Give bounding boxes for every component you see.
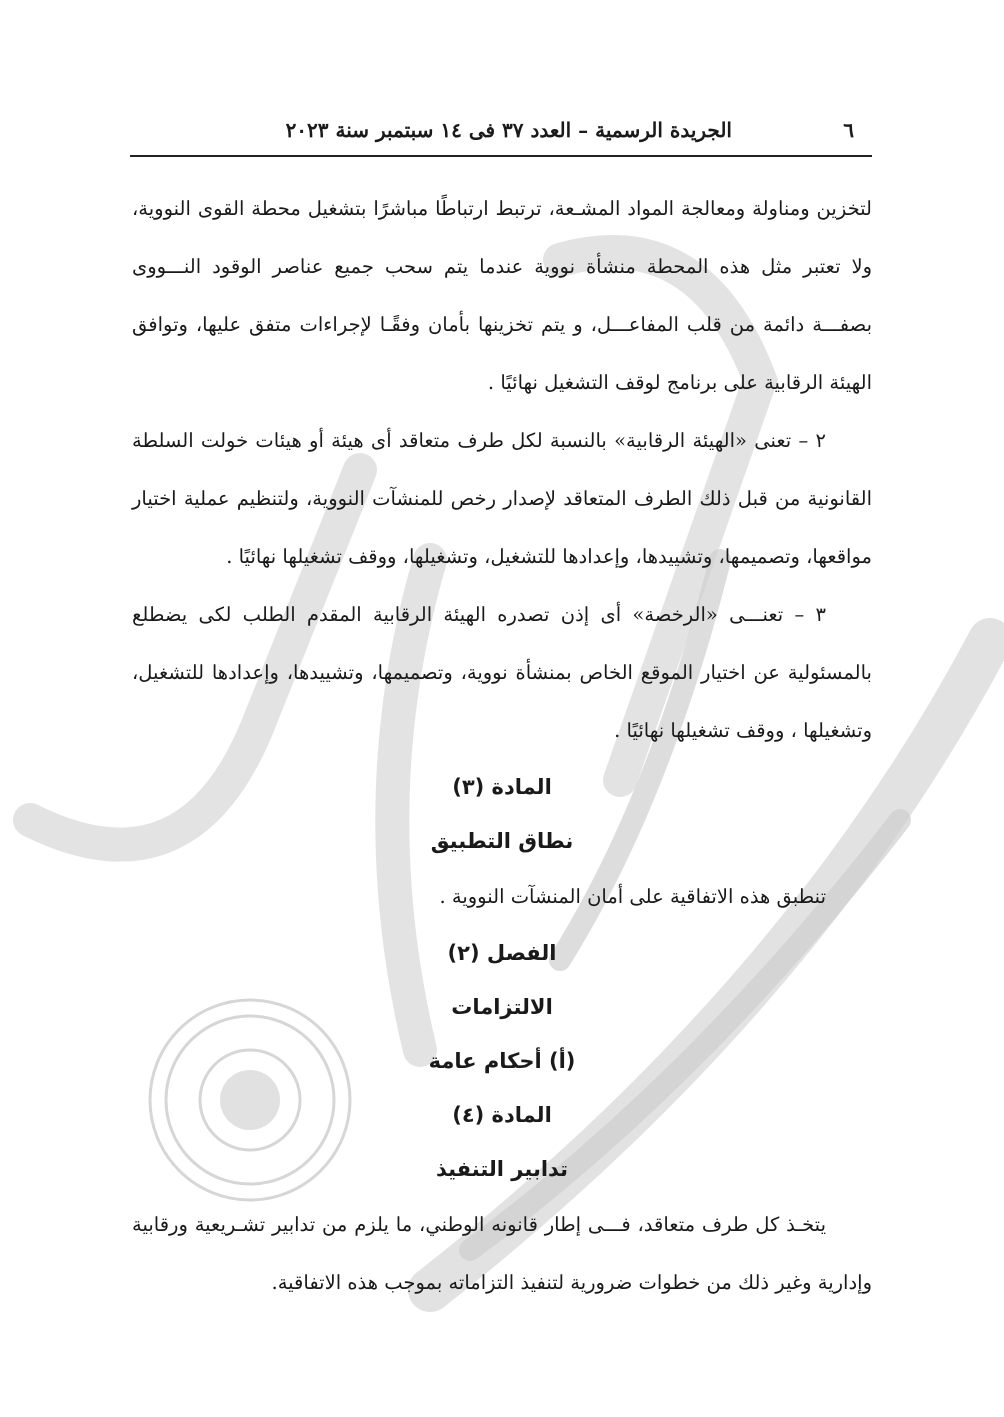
paragraph-scope: تنطبق هذه الاتفاقية على أمان المنشآت النووية . xyxy=(439,885,826,908)
heading-article-4: المادة (٤) xyxy=(452,1103,552,1127)
heading-chapter-2: الفصل (٢) xyxy=(447,941,557,965)
gazette-title: الجريدة الرسمية – العدد ٣٧ فى ١٤ سبتمبر سنة ٢٠٢٣ xyxy=(285,118,732,142)
paragraph-definition-regulatory-body: ٢ – تعنى «الهيئة الرقابية» بالنسبة لكل طرف متعاقد أى هيئة أو هيئات خولت السلطة القانونية من قبل ذلك الطرف المتعاقد لإصدار رخص للمنشآت النووية، ولتنظيم عملية اختيار مواقعها، وتصميمها، وتشييدها، وإعدادها للتشغيل، وتشغيلها، ووقف تشغيلها نهائيًا . xyxy=(132,429,872,568)
heading-article-3: المادة (٣) xyxy=(452,775,552,799)
paragraph-definition-license: ٣ – تعنـــى «الرخصة» أى إذن تصدره الهيئة الرقابية المقدم الطلب لكى يضطلع بالمسئولية عن اختيار الموقع الخاص بمنشأة نووية، وتصميمها، وتشييدها، وإعدادها للتشغيل، وتشغيلها ، ووقف تشغيلها نهائيًا . xyxy=(132,603,872,742)
heading-obligations: الالتزامات xyxy=(451,995,553,1019)
document-body xyxy=(132,180,872,1312)
paragraph-definition-facility: لتخزين ومناولة ومعالجة المواد المشـعة، ترتبط ارتباطًا مباشرًا بتشغيل محطة القوى النووية، ولا تعتبر مثل هذه المحطة منشأة نووية عندما يتم سحب جميع عناصر الوقود النـــووى بصفـــة دائمة من قلب المفاعـــل، و يتم تخزينها بأمان وفقًـا لإجراءات متفق عليها، وتوافق الهيئة الرقابية على برنامج لوقف التشغيل نهائيًا . xyxy=(132,197,872,394)
heading-general-provisions: (أ) أحكام عامة xyxy=(428,1049,576,1073)
page-header xyxy=(130,112,872,152)
paragraph-implementation: يتخـذ كل طرف متعاقد، فـــى إطار قانونه الوطني، ما يلزم من تدابير تشـريعية ورقابية وإدارية وغير ذلك من خطوات ضرورية لتنفيذ التزاماته بموجب هذه الاتفاقية. xyxy=(132,1213,872,1294)
page-number: ٦ xyxy=(843,118,854,142)
heading-implementation-measures: تدابير التنفيذ xyxy=(435,1157,569,1181)
heading-scope: نطاق التطبيق xyxy=(430,829,574,853)
header-divider xyxy=(130,155,872,157)
